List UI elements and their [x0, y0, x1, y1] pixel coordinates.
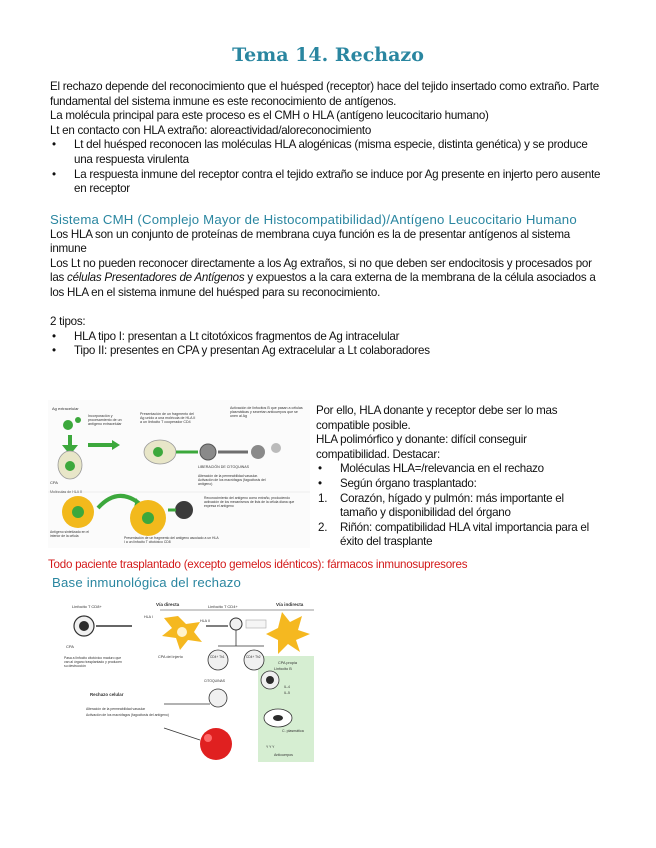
svg-text:Y Y Y: Y Y Y: [266, 745, 275, 749]
fig2-label-activacion-macro: Activación de los macrófagos (fagocitosis del antígeno): [86, 713, 169, 717]
side-numbered-1: [316, 492, 598, 521]
fig1-label-presentacion2: Presentación de un fragmento del antígeno asociado a un HLA I a un linfocito T citotóxico CD8: [124, 536, 219, 544]
fig1-label-alteracion: Alteración de la permeabilidad vascular. Activación de los macrófagos (fagocitosis del antígeno): [198, 474, 266, 486]
fig2-label-rechazo-celular: Rechazo celular: [90, 692, 124, 697]
fig2-label-hla2: HLA II: [200, 619, 210, 623]
side-bullet-1: • Moléculas HLA=/relevancia en el rechazo: [316, 462, 598, 477]
side-paragraph-2: HLA polimórfico y donante: difícil conseguir compatibilidad. Destacar:: [316, 433, 527, 461]
fig1-label-liberacion: LIBERACIÓN DE CITOQUINAS: [198, 465, 250, 469]
fig2-label-c-plasmatica: C. plasmática: [282, 729, 304, 733]
intro-section: [50, 80, 606, 197]
intro-bullet-1: • Lt del huésped reconocen las moléculas HLA alogénicas (misma especie, distinta genética) y se produce una respuesta virulenta: [50, 138, 606, 167]
fig2-label-cd4: Linfocito T CD4+: [208, 604, 238, 609]
rejection-mechanism-figure: [60, 600, 314, 762]
side-numbered-1-text: Corazón, hígado y pulmón: más importante el tamaño y disponibilidad del órgano: [340, 491, 564, 520]
cmh-heading: Sistema CMH (Complejo Mayor de Histocompatibilidad)/Antígeno Leucocitario Humano: [50, 212, 577, 227]
fig2-label-hla1: HLA I: [144, 615, 153, 619]
side-numbered-2: [316, 521, 598, 550]
fig2-label-anticuerpos: Anticuerpos: [274, 753, 293, 757]
base-heading: Base inmunológica del rechazo: [52, 575, 242, 590]
fig2-label-via-indirecta: Vía indirecta: [276, 602, 304, 607]
fig2-label-citoquinas: CITOQUINAS: [204, 679, 226, 683]
immunosuppressant-note: Todo paciente trasplantado (excepto gemelos idénticos): fármacos inmunosupresores: [48, 558, 468, 571]
fig2-label-il5: IL-5: [284, 691, 290, 695]
fig2-label-alteracion: Alteración de la permeabilidad vascular: [86, 707, 146, 711]
cmh-p2-italic: células Presentadores de Antígenos: [67, 271, 245, 285]
fig2-label-cpa-propia: CPA propia: [278, 661, 297, 665]
side-paragraph-1: Por ello, HLA donante y receptor debe ser lo mas compatible posible.: [316, 404, 558, 432]
page-title: Tema 14. Rechazo: [232, 44, 424, 66]
fig1-label-cpa: CPA: [50, 480, 58, 485]
side-numbered-2-number: 2.: [318, 520, 328, 534]
fig2-label-th1: CD4+ Th1: [210, 655, 225, 659]
type-bullet-2: • Tipo II: presentes en CPA y presentan Ag extracelular a Lt colaboradores: [50, 344, 606, 359]
compatibility-section: [316, 404, 598, 550]
hla-presentation-figure: [48, 400, 310, 548]
fig2-label-cd8: Linfocito T CD8+: [72, 604, 102, 609]
types-label: 2 tipos:: [50, 315, 86, 329]
fig2-label-il4: IL-4: [284, 685, 290, 689]
cmh-section: [50, 212, 606, 359]
fig2-label-pasa: Pasa a linfocito citotóxico maduro que van al órgano trasplantado y producen su destrucción: [64, 656, 122, 668]
side-numbered-2-text: Riñón: compatibilidad HLA vital importancia para el éxito del trasplante: [340, 520, 589, 549]
fig2-label-th2: CD4+ Th2: [246, 655, 261, 659]
fig2-label-cpa-injerto: CPA del injerto: [158, 655, 183, 659]
intro-bullet-2: • La respuesta inmune del receptor contra el tejido extraño se induce por Ag presente en injerto pero ausente en receptor: [50, 168, 606, 197]
fig1-label-reconocimiento: Reconocimiento del antígeno como extraño, produciendo activación de los mecanismos de lisis de la célula diana que expresa el antígeno: [204, 496, 295, 508]
side-numbered-1-number: 1.: [318, 491, 328, 505]
fig1-label-incorporacion: Incorporación y procesamiento de un antígeno extracelular: [88, 414, 122, 427]
intro-paragraph-3: Lt en contacto con HLA extraño: aloreactividad/aloreconocimiento: [50, 123, 372, 137]
cmh-paragraph-1: Los HLA son un conjunto de proteínas de membrana cuya función es la de presentar antígenos al sistema inmune: [50, 227, 570, 256]
cmh-p2-b: y expuestos a la cara externa de la membrana de la célula asociados a los HLA en el sistema inmune del huésped para su reconocimiento.: [50, 271, 596, 299]
fig2-label-cpa-small: CPA: [66, 644, 74, 649]
fig1-label-ag-extracelular: Ag extracelular: [52, 406, 79, 411]
cmh-p2-a: Los Lt no pueden reconocer directamente a los Ag extraños, si no que deben ser endocitosis y procesados por las: [50, 256, 592, 285]
intro-paragraph-2: La molécula principal para este proceso es el CMH o HLA (antígeno leucocitario humano): [50, 109, 489, 123]
side-bullet-2: • Según órgano trasplantado:: [316, 477, 598, 492]
cmh-paragraph-2: [50, 257, 606, 301]
fig1-label-activacion: Activación de linfocitos B que pasan a células plasmáticas y secretan anticuerpos que se unen al Ag: [230, 406, 303, 419]
fig2-label-via-directa: Vía directa: [156, 602, 180, 607]
fig1-label-antigeno: Antígeno sintetizado en el interior de la célula: [50, 530, 90, 538]
fig1-label-presentacion: Presentación de un fragmento del Ag unido a una molécula de HLA II a un linfocito T cooperador CD4: [140, 412, 196, 425]
fig2-label-linfocito-b: Linfocito B: [274, 667, 292, 671]
intro-paragraph-1: El rechazo depende del reconocimiento que el huésped (receptor) hace del tejido insertado como extraño. Parte fundamental del sistema inmune es este reconocimiento de antígenos.: [50, 80, 599, 108]
type-bullet-1: • HLA tipo I: presentan a Lt citotóxicos fragmentos de Ag intracelular: [50, 330, 606, 345]
fig1-label-moleculas: Moléculas de HLA II: [50, 490, 82, 494]
